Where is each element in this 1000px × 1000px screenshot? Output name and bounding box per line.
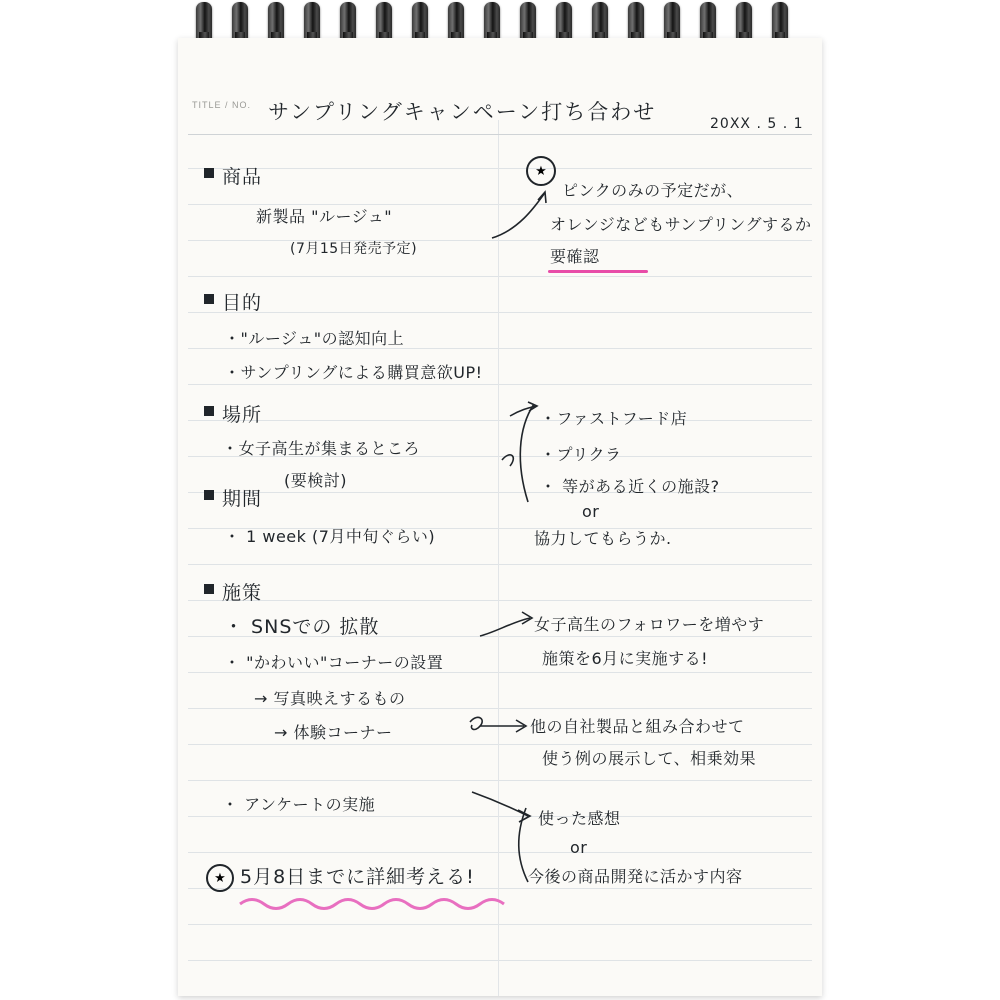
- measures-line-2: ・ "かわいい"コーナーの設置: [224, 653, 444, 672]
- combo-note-line-2: 使う例の展示して、相乗効果: [542, 749, 757, 768]
- bullet-square-period: [204, 490, 214, 500]
- bullet-square-place: [204, 406, 214, 416]
- notepad-sheet: [178, 38, 822, 996]
- product-line-2: (7月15日発売予定): [290, 241, 418, 257]
- measures-line-4: → 体験コーナー: [274, 723, 393, 742]
- survey-note-or: or: [570, 838, 588, 857]
- star-mark-footer: ★: [206, 864, 234, 892]
- bullet-square-product: [204, 168, 214, 178]
- bullet-square-measures: [204, 584, 214, 594]
- arrow-to-sns-note: [478, 606, 540, 646]
- sns-note-line-1: 女子高生のフォロワーを増やす: [534, 615, 765, 634]
- place-candidate-4: 協力してもらうか.: [534, 529, 672, 548]
- place-candidate-2: ・プリクラ: [540, 445, 622, 464]
- page-title: サンプリングキャンペーン打ち合わせ: [268, 100, 657, 124]
- arrow-to-combo-note: [466, 708, 536, 742]
- survey-note-line-1: 使った感想: [538, 809, 621, 828]
- section-heading-product: 商品: [222, 166, 263, 188]
- page-date: 20XX . 5 . 1: [710, 116, 804, 132]
- measures-line-1: ・ SNSでの 拡散: [224, 616, 380, 638]
- place-candidate-3: ・ 等がある近くの施設?: [540, 477, 720, 496]
- section-heading-measures: 施策: [222, 582, 263, 604]
- product-line-1: 新製品 "ルージュ": [256, 207, 393, 226]
- color-note-underline: [548, 270, 648, 273]
- purpose-line-2: ・サンプリングによる購買意欲UP!: [224, 363, 483, 382]
- section-heading-purpose: 目的: [222, 292, 263, 314]
- star-mark-color-note: ★: [526, 156, 556, 186]
- purpose-line-1: ・"ルージュ"の認知向上: [224, 329, 405, 348]
- footer-underline-wave: [238, 894, 528, 912]
- bullet-square-purpose: [204, 294, 214, 304]
- measures-line-5: ・ アンケートの実施: [222, 795, 376, 814]
- section-heading-period: 期間: [222, 488, 263, 510]
- brace-place-candidates: [488, 398, 548, 508]
- arrow-to-color-note: [488, 168, 568, 248]
- color-note-line-1: ピンクのみの予定だが、: [562, 181, 744, 200]
- brace-survey-note: [470, 778, 540, 888]
- place-candidate-or: or: [582, 502, 600, 521]
- measures-line-3: → 写真映えするもの: [254, 689, 406, 708]
- place-candidate-1: ・ファストフード店: [540, 409, 688, 428]
- sns-note-line-2: 施策を6月に実施する!: [542, 649, 709, 668]
- place-line-2: (要検討): [284, 471, 347, 490]
- footer-action-text: 5月8日までに詳細考える!: [240, 866, 475, 888]
- survey-note-line-2: 今後の商品開発に活かす内容: [528, 867, 743, 886]
- title-no-label: TITLE / NO.: [192, 100, 252, 110]
- section-heading-place: 場所: [222, 404, 263, 426]
- header-rule: [188, 134, 812, 135]
- color-note-line-3: 要確認: [550, 247, 600, 266]
- color-note-line-2: オレンジなどもサンプリングするか: [550, 215, 812, 234]
- place-line-1: ・女子高生が集まるところ: [222, 439, 421, 458]
- period-line-1: ・ 1 week (7月中旬ぐらい): [224, 527, 436, 546]
- combo-note-line-1: 他の自社製品と組み合わせて: [530, 717, 745, 736]
